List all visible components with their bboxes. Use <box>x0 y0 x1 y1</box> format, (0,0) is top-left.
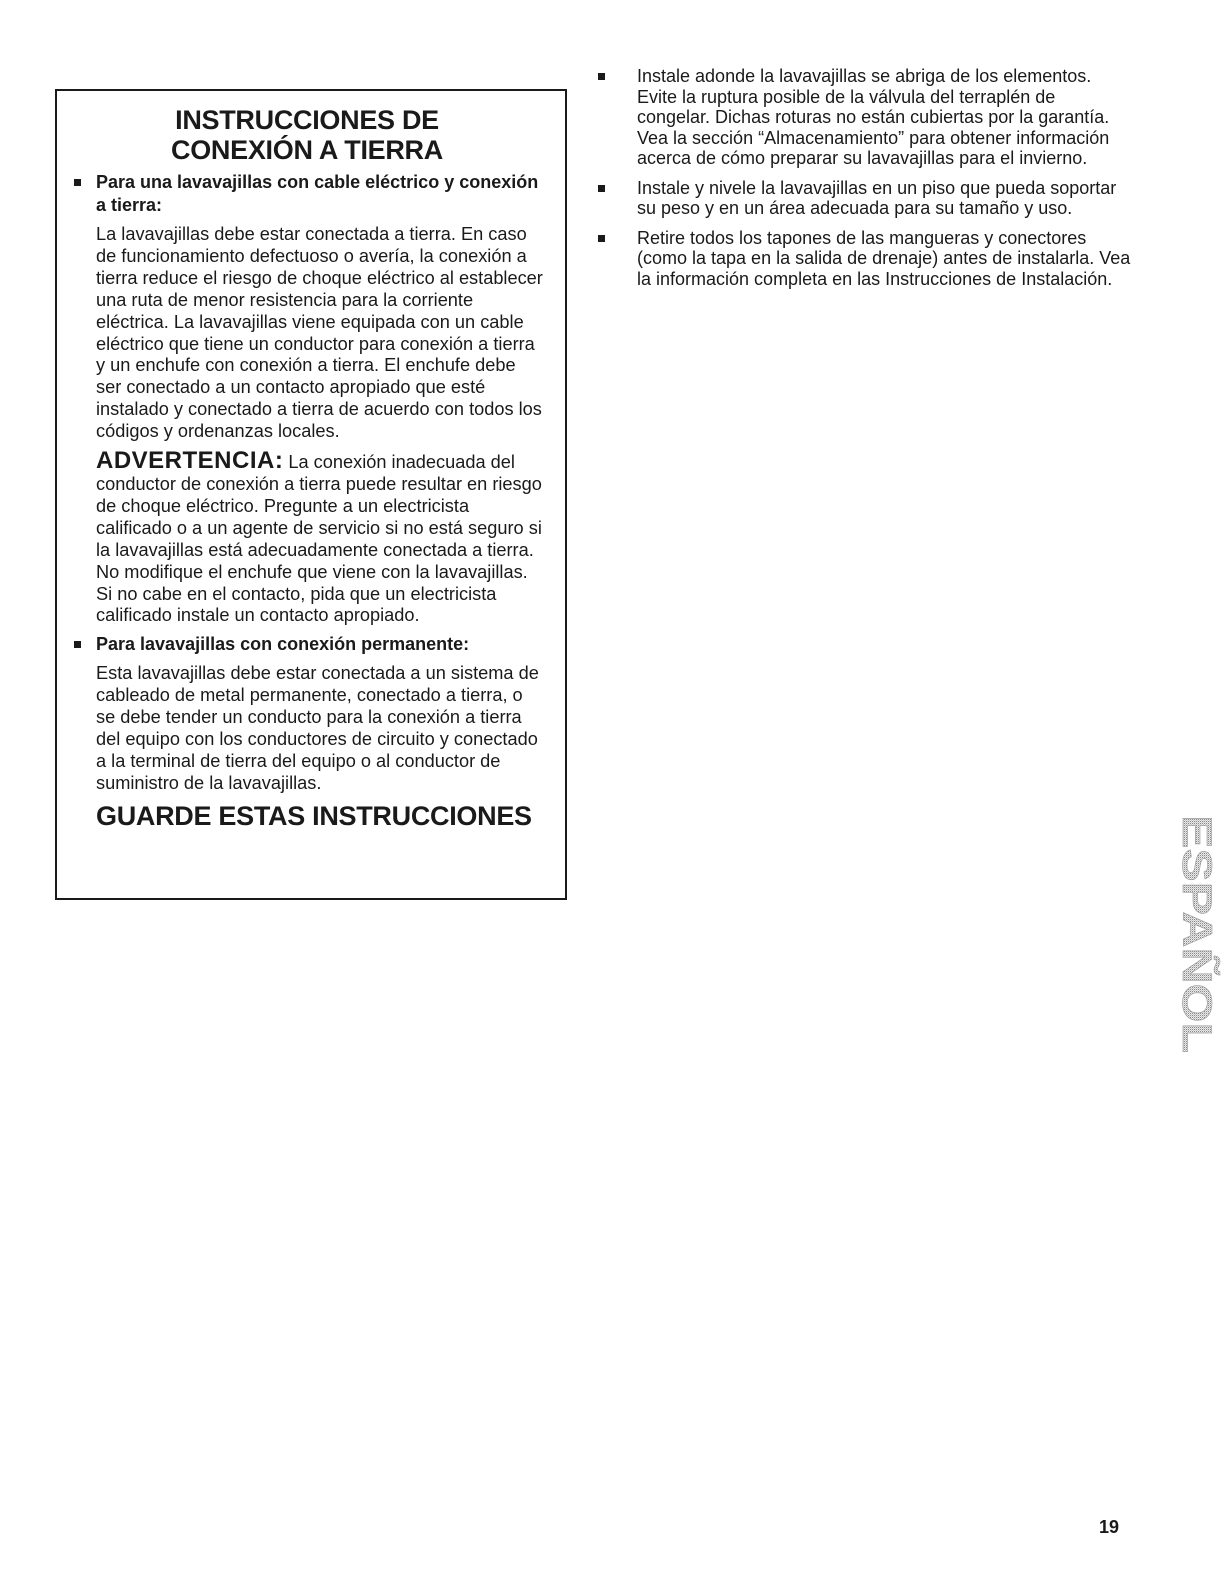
list-item <box>593 66 1133 169</box>
section-heading-permanent-text: Para lavavajillas con conexión permanente: <box>96 634 470 655</box>
section-body-permanent: Esta lavavajillas debe estar conectada a un sistema de cableado de metal permanente, conectado a tierra, o se debe tender un conducto para la conexión a tierra del equipo con los conductores de circuito y conectado a la terminal de tierra del equipo o al conductor de suministro de la lavavajillas. <box>96 663 539 793</box>
language-side-tab <box>1148 815 1221 1055</box>
warning-label: ADVERTENCIA: <box>96 447 284 475</box>
language-side-tab-label: ESPAÑOL <box>1174 815 1221 1015</box>
bullet-square-icon <box>598 185 605 192</box>
box-title <box>69 105 545 165</box>
bullet-square-icon <box>74 641 81 648</box>
bullet-square-icon <box>598 73 605 80</box>
section-heading-permanent <box>69 633 545 656</box>
page-number: 19 <box>1099 1517 1120 1537</box>
save-instructions-heading: GUARDE ESTAS INSTRUCCIONES <box>96 800 532 831</box>
warning-paragraph <box>69 447 545 627</box>
section-heading-corded-text: Para una lavavajillas con cable eléctrico y conexión a tierra: <box>96 172 539 215</box>
section-body-corded: La lavavajillas debe estar conectada a tierra. En caso de funcionamiento defectuoso o avería, la conexión a tierra reduce el riesgo de choque eléctrico al establecer una ruta de menor resistencia para la corriente eléctrica. La lavavajillas viene equipada con un cable eléctrico que tiene un conductor para conexión a tierra y un enchufe con conexión a tierra. El enchufe debe ser conectado a un contacto apropiado que esté instalado y conectado a tierra de acuerdo con todos los códigos y ordenanzas locales. <box>96 224 543 442</box>
section-heading-corded <box>69 171 545 217</box>
list-item-text: Instale y nivele la lavavajillas en un piso que pueda soportar su peso y en un área adecuada para su tamaño y uso. <box>637 177 1117 218</box>
list-item <box>593 228 1133 290</box>
list-item <box>593 178 1133 219</box>
bullet-square-icon <box>598 235 605 242</box>
language-side-tab-graphic <box>1148 815 1221 1055</box>
list-item-text: Instale adonde la lavavajillas se abriga de los elementos. Evite la ruptura posible de la válvula del terraplén de congelar. Dichas roturas no están cubiertas por la garantía. Vea la sección “Almacenamiento” para obtener información acerca de cómo preparar su lavavajillas para el invierno. <box>637 66 1110 168</box>
bullet-square-icon <box>74 179 81 186</box>
installation-notes-list <box>593 66 1133 298</box>
warning-text: La conexión inadecuada del conductor de conexión a tierra puede resultar en riesgo de choque eléctrico. Pregunte a un electricista calificado o a un agente de servicio si no está seguro si la lavavajillas está adecuadamente conectada a tierra. No modifique el enchufe que viene con la lavavajillas. Si no cabe en el contacto, pida que un electricista calificado instale un contacto apropiado. <box>96 452 542 626</box>
box-title-line-2: CONEXIÓN A TIERRA <box>171 135 443 165</box>
list-item-text: Retire todos los tapones de las mangueras y conectores (como la tapa en la salida de drenaje) antes de instalarla. Vea la información completa en las Instrucciones de Instalación. <box>637 227 1131 289</box>
box-title-line-1: INSTRUCCIONES DE <box>175 105 439 135</box>
grounding-instructions-box <box>55 89 567 900</box>
